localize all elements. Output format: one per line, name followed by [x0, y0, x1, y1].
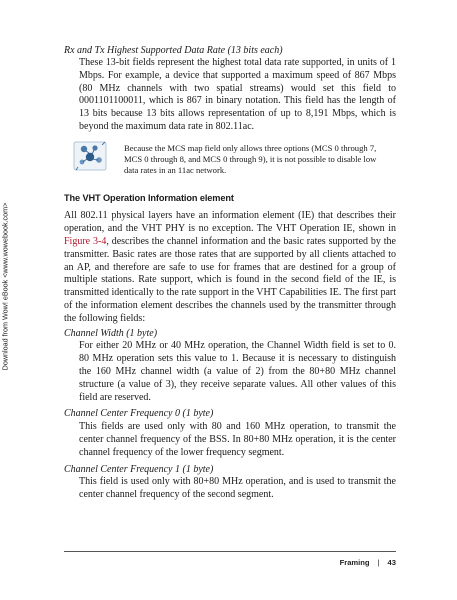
- definition-description: This field is used only with 80+80 MHz operation, and is used to transmit the center channel frequency of the second segment.: [79, 476, 396, 501]
- section-heading: The VHT Operation Information element: [64, 193, 234, 204]
- footer-separator: |: [377, 558, 380, 567]
- download-watermark: Download from Wow! eBook <www.wowebook.com>: [0, 202, 10, 371]
- definition-description: This fields are used only with 80 and 160 MHz operation, to transmit the center channel frequency of the BSS. In 80+80 MHz operation, it is the center channel frequency of the lower frequency segment.: [79, 421, 396, 458]
- section-paragraph: [64, 210, 396, 325]
- footer-chapter-title: Framing: [339, 558, 370, 567]
- page-content: [64, 44, 396, 502]
- definition-term: Channel Center Frequency 1 (1 byte): [64, 463, 214, 475]
- tip-note: [72, 143, 396, 177]
- field-description-rx-tx-rate: These 13-bit fields represent the highest total data rate supported, in units of 1 Mbps. For example, a device that supported a maximum speed of 867 Mbps (80 MHz channels with two spatial streams) would set this field to 0001101100011, which is 867 in binary notation. This field has the length of 13 bits because 13 bits allows representation of up to 8,191 Mbps, which is beyond the maximum data rate in 802.11ac.: [79, 57, 396, 132]
- figure-link[interactable]: Figure 3-4: [64, 235, 107, 247]
- definition-term: Channel Width (1 byte): [64, 327, 158, 339]
- field-term-rx-tx-rate: Rx and Tx Highest Supported Data Rate (13 bits each): [64, 45, 283, 56]
- footer-page-number: 43: [387, 558, 396, 567]
- definition-description: For either 20 MHz or 40 MHz operation, the Channel Width field is set to 0. 80 MHz operation sets this value to 1. Because it is necessary to distinguish the 160 MHz channel width (a value of 2) from the 80+80 MHz channel structure (a value of 3), they receive separate values. All other values of this field are reserved.: [79, 340, 396, 403]
- tip-note-text: Because the MCS map field only allows three options (MCS 0 through 7, MCS 0 through 8, and MCS 0 through 9), it is not possible to disable low data rates in an 11ac network.: [124, 142, 377, 176]
- footer-divider: [64, 551, 396, 552]
- paragraph-text-start: All 802.11 physical layers have an information element (IE) that describes their operation, and the VHT PHY is no exception. The VHT Operation IE, shown in: [64, 210, 396, 235]
- page-footer: [340, 558, 396, 567]
- definition-term: Channel Center Frequency 0 (1 byte): [64, 408, 214, 420]
- paragraph-text-end: , describes the channel information and the basic rates supported by the transmitter. Basic rates are those rates that are supported by all clients attached to an AP, and therefore are safe to use for frames that are destined for a group of multiple stations. Rate support, which is found in the second field of the IE, is transmitted identically to the rate support in the VHT Capabilities IE. The first part of the information element describes the channels used by the transmitter through the following fields:: [64, 235, 396, 324]
- scorpion-tip-icon: [72, 139, 110, 173]
